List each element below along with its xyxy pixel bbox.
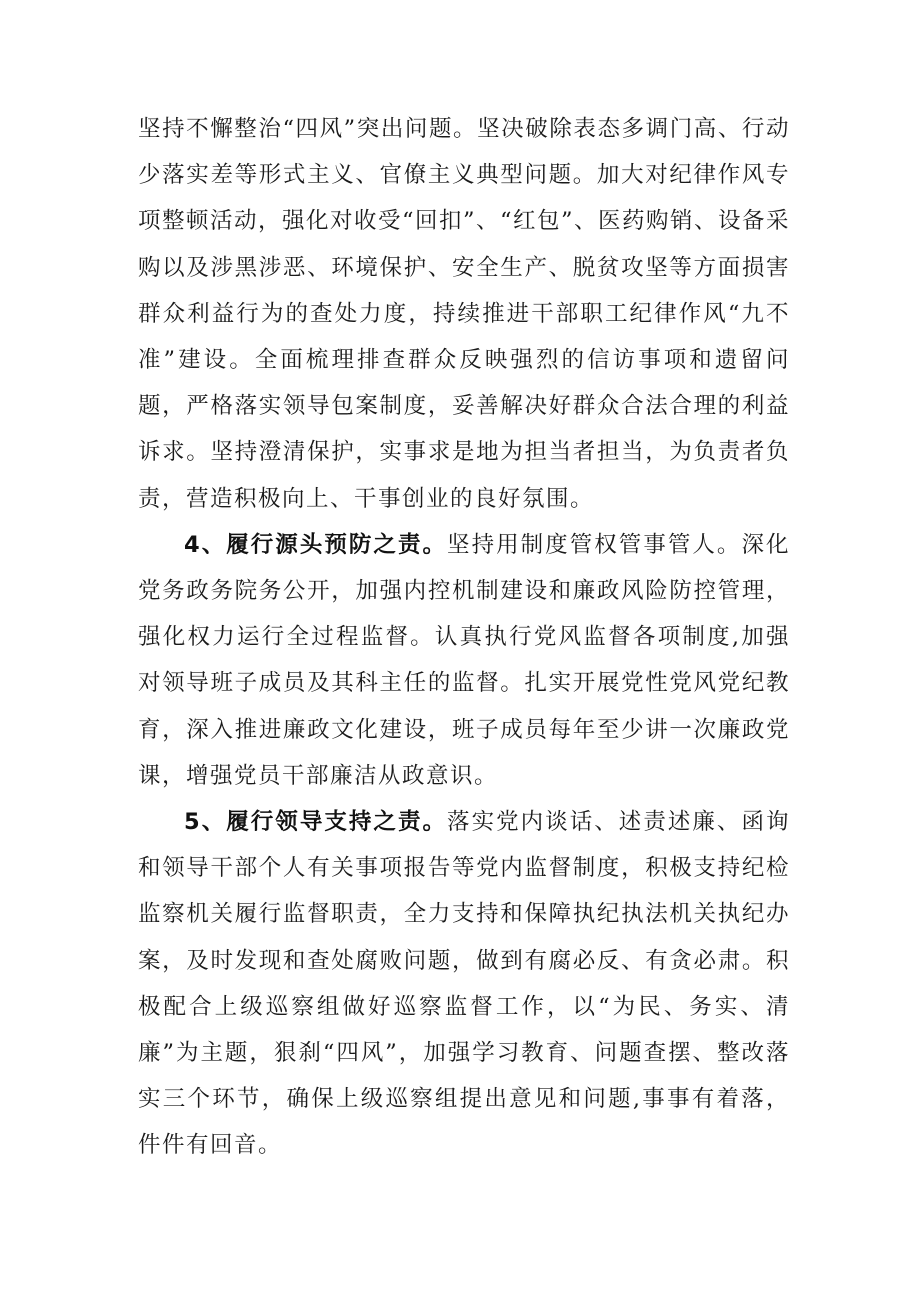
document-body xyxy=(138,106,790,1169)
paragraph-leadership-support xyxy=(138,799,790,1169)
paragraph-source-prevention xyxy=(138,522,790,799)
paragraph-text: 坚持不懈整治“四风”突出问题。坚决破除表态多调门高、行动少落实差等形式主义、官僚主义典型问题。加大对纪律作风专项整顿活动，强化对收受“回扣”、“红包”、医药购销、设备采购以及涉黑涉恶、环境保护、安全生产、脱贫攻坚等方面损害群众利益行为的查处力度，持续推进干部职工纪律作风“九不准”建设。全面梳理排查群众反映强烈的信访事项和遗留问题，严格落实领导包案制度，妥善解决好群众合法合理的利益诉求。坚持澄清保护，实事求是地为担当者担当，为负责者负责，营造积极向上、干事创业的良好氛围。 xyxy=(138,116,791,512)
paragraph-heading: 4、履行源头预防之责。 xyxy=(184,531,448,558)
paragraph-heading: 5、履行领导支持之责。 xyxy=(184,809,448,836)
paragraph-four-winds xyxy=(138,106,790,522)
paragraph-text: 落实党内谈话、述责述廉、函询和领导干部个人有关事项报告等党内监督制度，积极支持纪检监察机关履行监督职责，全力支持和保障执纪执法机关执纪办案，及时发现和查处腐败问题，做到有腐必反、有贪必肃。积极配合上级巡察组做好巡察监督工作，以“为民、务实、清廉”为主题，狠刹“四风”，加强学习教育、问题查摆、整改落实三个环节，确保上级巡察组提出意见和问题,事事有着落，件件有回音。 xyxy=(138,809,790,1159)
paragraph-text: 坚持用制度管权管事管人。深化党务政务院务公开，加强内控机制建设和廉政风险防控管理，强化权力运行全过程监督。认真执行党风监督各项制度,加强对领导班子成员及其科主任的监督。扎实开展党性党风党纪教育，深入推进廉政文化建设，班子成员每年至少讲一次廉政党课，增强党员干部廉洁从政意识。 xyxy=(138,531,790,789)
